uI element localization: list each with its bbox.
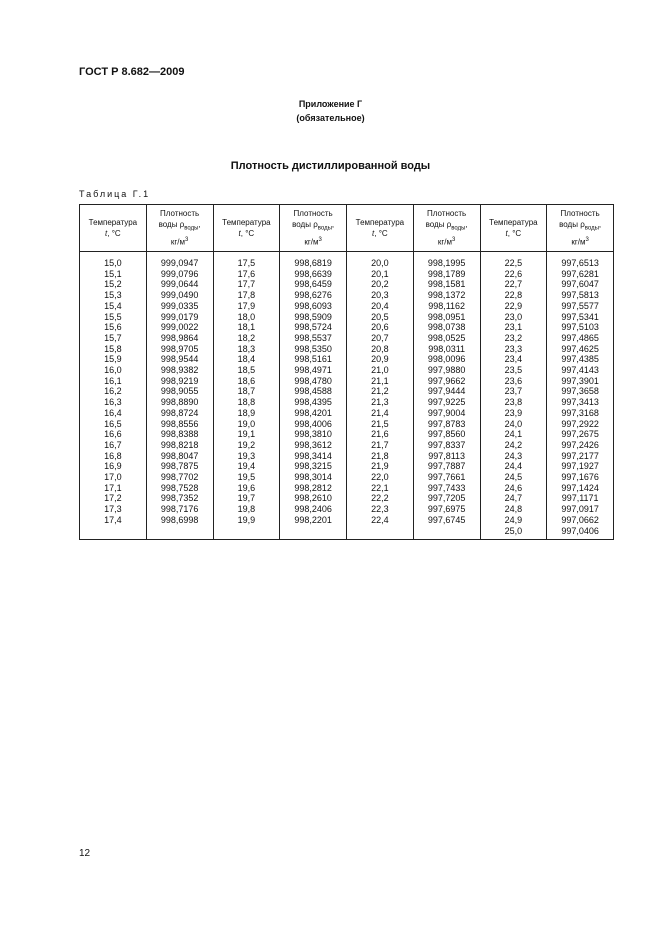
density-cell: 998,9382	[146, 365, 213, 376]
temperature-cell: 18,4	[213, 354, 280, 365]
density-cell: 997,2177	[547, 451, 614, 462]
density-water-label: воды	[425, 220, 445, 230]
temperature-symbol: t	[505, 229, 508, 238]
temperature-cell: 20,4	[347, 301, 414, 312]
density-unit-exponent: 3	[585, 236, 589, 243]
temperature-cell: 18,0	[213, 312, 280, 323]
density-cell: 998,7875	[146, 461, 213, 472]
density-unit-exponent: 3	[452, 236, 456, 243]
temperature-cell: 20,1	[347, 269, 414, 280]
temperature-cell: 21,7	[347, 440, 414, 451]
density-cell: 997,8560	[413, 429, 480, 440]
table-row	[80, 461, 614, 472]
density-cell: 999,0490	[146, 290, 213, 301]
temperature-cell: 18,2	[213, 333, 280, 344]
temperature-cell: 21,2	[347, 386, 414, 397]
temperature-cell: 18,5	[213, 365, 280, 376]
density-cell: 998,5537	[280, 333, 347, 344]
density-cell: 997,5813	[547, 290, 614, 301]
temperature-cell: 20,7	[347, 333, 414, 344]
annex-status: (обязательное)	[296, 113, 365, 123]
temperature-symbol: t	[238, 229, 241, 238]
temperature-cell: 17,7	[213, 279, 280, 290]
density-cell	[413, 526, 480, 540]
density-cell: 997,0406	[547, 526, 614, 540]
density-cell: 998,8047	[146, 451, 213, 462]
temperature-cell: 24,0	[480, 419, 547, 430]
density-cell: 998,8388	[146, 429, 213, 440]
temperature-cell: 23,6	[480, 376, 547, 387]
density-label: Плотность	[427, 209, 467, 219]
temperature-header	[213, 205, 280, 252]
table-row	[80, 354, 614, 365]
density-cell: 997,6513	[547, 252, 614, 269]
temperature-cell: 21,4	[347, 408, 414, 419]
temperature-cell: 16,3	[80, 397, 147, 408]
density-unit: кг/м	[571, 237, 586, 247]
temperature-symbol: t	[105, 229, 108, 238]
temperature-cell: 22,0	[347, 472, 414, 483]
temperature-cell: 16,6	[80, 429, 147, 440]
page-number: 12	[79, 848, 91, 859]
density-unit: кг/м	[170, 237, 186, 247]
density-unit-exponent: 3	[185, 236, 189, 243]
density-cell: 998,5909	[280, 312, 347, 323]
density-header: Плотность воды $\rho_{воды}$, $кг/м^3$	[413, 205, 480, 252]
temperature-unit: , °C	[507, 229, 522, 238]
density-cell: 997,0917	[547, 504, 614, 515]
temperature-cell: 24,7	[480, 493, 547, 504]
temperature-cell: 20,8	[347, 344, 414, 355]
density-cell: 997,8337	[413, 440, 480, 451]
temperature-cell: 24,9	[480, 515, 547, 526]
density-cell: 998,6093	[280, 301, 347, 312]
temperature-cell: 15,3	[80, 290, 147, 301]
density-cell: 998,1789	[413, 269, 480, 280]
temperature-cell: 18,3	[213, 344, 280, 355]
table-row	[80, 376, 614, 387]
temperature-cell: 22,1	[347, 483, 414, 494]
density-cell: 998,6459	[280, 279, 347, 290]
density-cell: 997,9225	[413, 397, 480, 408]
density-cell: 997,7887	[413, 461, 480, 472]
temperature-cell: 23,5	[480, 365, 547, 376]
density-cell: 998,3414	[280, 451, 347, 462]
density-cell: 997,8113	[413, 451, 480, 462]
table-row	[80, 322, 614, 333]
temperature-cell: 24,1	[480, 429, 547, 440]
table-row	[80, 279, 614, 290]
density-cell: 997,3168	[547, 408, 614, 419]
temperature-cell: 19,6	[213, 483, 280, 494]
density-cell: 998,3810	[280, 429, 347, 440]
temperature-cell: 20,6	[347, 322, 414, 333]
density-cell: 999,0796	[146, 269, 213, 280]
temperature-cell	[213, 526, 280, 540]
table-row	[80, 333, 614, 344]
density-cell: 997,8783	[413, 419, 480, 430]
density-cell: 997,0662	[547, 515, 614, 526]
temperature-cell: 15,4	[80, 301, 147, 312]
temperature-cell: 16,5	[80, 419, 147, 430]
density-cell: 998,1162	[413, 301, 480, 312]
density-cell: 997,6745	[413, 515, 480, 526]
density-cell: 998,4006	[280, 419, 347, 430]
temperature-cell: 23,2	[480, 333, 547, 344]
density-cell: 997,5577	[547, 301, 614, 312]
temperature-cell: 17,5	[213, 252, 280, 269]
table-row	[80, 252, 614, 269]
density-cell: 997,1171	[547, 493, 614, 504]
temperature-cell: 21,5	[347, 419, 414, 430]
density-cell: 997,4865	[547, 333, 614, 344]
temperature-cell: 21,9	[347, 461, 414, 472]
temperature-cell: 21,6	[347, 429, 414, 440]
density-cell: 999,0179	[146, 312, 213, 323]
temperature-label: Температура	[489, 218, 538, 227]
density-cell: 999,0644	[146, 279, 213, 290]
table-row	[80, 504, 614, 515]
temperature-cell: 23,3	[480, 344, 547, 355]
temperature-header	[80, 205, 147, 252]
density-cell: 997,6047	[547, 279, 614, 290]
table-row	[80, 440, 614, 451]
density-cell: 997,1424	[547, 483, 614, 494]
density-cell: 998,7702	[146, 472, 213, 483]
density-cell: 999,0947	[146, 252, 213, 269]
table-label: Таблица Г.1	[79, 189, 151, 199]
density-cell: 998,6276	[280, 290, 347, 301]
density-cell: 998,8556	[146, 419, 213, 430]
density-cell: 997,5341	[547, 312, 614, 323]
density-cell: 998,4971	[280, 365, 347, 376]
temperature-cell: 16,8	[80, 451, 147, 462]
table-row	[80, 429, 614, 440]
temperature-cell: 23,7	[480, 386, 547, 397]
density-cell: 997,9662	[413, 376, 480, 387]
temperature-cell: 25,0	[480, 526, 547, 540]
temperature-cell: 21,1	[347, 376, 414, 387]
density-symbol: ρ	[313, 220, 318, 230]
temperature-cell: 18,1	[213, 322, 280, 333]
table-row	[80, 526, 614, 540]
temperature-header	[347, 205, 414, 252]
temperature-cell: 22,8	[480, 290, 547, 301]
density-cell: 998,7352	[146, 493, 213, 504]
temperature-cell: 17,8	[213, 290, 280, 301]
density-water-label: воды	[158, 220, 178, 230]
density-cell: 997,9004	[413, 408, 480, 419]
temperature-cell: 24,3	[480, 451, 547, 462]
density-label: Плотность	[293, 209, 333, 219]
temperature-cell: 17,2	[80, 493, 147, 504]
temperature-cell: 17,6	[213, 269, 280, 280]
temperature-unit: , °C	[374, 229, 388, 238]
density-cell: 998,7176	[146, 504, 213, 515]
temperature-header	[480, 205, 547, 252]
density-subscript: воды	[317, 225, 332, 232]
table-row	[80, 344, 614, 355]
density-symbol: ρ	[580, 220, 585, 230]
density-cell: 997,4625	[547, 344, 614, 355]
density-cell: 997,1676	[547, 472, 614, 483]
density-cell: 997,9444	[413, 386, 480, 397]
density-cell: 997,2922	[547, 419, 614, 430]
density-cell: 997,6975	[413, 504, 480, 515]
table-row	[80, 386, 614, 397]
density-symbol: ρ	[446, 220, 452, 230]
table-row	[80, 269, 614, 280]
temperature-cell: 24,5	[480, 472, 547, 483]
temperature-cell: 19,5	[213, 472, 280, 483]
density-water-label: воды	[559, 220, 578, 230]
temperature-cell: 16,1	[80, 376, 147, 387]
density-cell: 997,7433	[413, 483, 480, 494]
temperature-cell: 20,9	[347, 354, 414, 365]
temperature-cell: 23,8	[480, 397, 547, 408]
temperature-label: Температура	[88, 218, 138, 227]
density-cell: 998,6819	[280, 252, 347, 269]
density-cell: 998,9055	[146, 386, 213, 397]
table-row	[80, 290, 614, 301]
density-cell: 997,2426	[547, 440, 614, 451]
temperature-cell: 24,6	[480, 483, 547, 494]
density-cell: 998,2812	[280, 483, 347, 494]
temperature-cell: 16,0	[80, 365, 147, 376]
density-subscript: воды	[584, 225, 599, 232]
density-table	[79, 204, 614, 540]
density-cell: 998,3014	[280, 472, 347, 483]
temperature-cell: 17,4	[80, 515, 147, 526]
temperature-cell: 15,9	[80, 354, 147, 365]
document-code: ГОСТ Р 8.682—2009	[79, 66, 185, 78]
density-cell: 997,3658	[547, 386, 614, 397]
table-body	[80, 252, 614, 540]
density-subscript: воды	[451, 225, 466, 232]
density-cell: 997,7205	[413, 493, 480, 504]
temperature-cell: 17,3	[80, 504, 147, 515]
density-cell: 997,4143	[547, 365, 614, 376]
density-cell: 998,7528	[146, 483, 213, 494]
density-cell: 998,5161	[280, 354, 347, 365]
temperature-cell: 22,7	[480, 279, 547, 290]
density-cell: 998,0738	[413, 322, 480, 333]
density-cell: 998,6998	[146, 515, 213, 526]
table-row	[80, 493, 614, 504]
temperature-cell: 24,8	[480, 504, 547, 515]
density-subscript: воды	[184, 225, 199, 232]
table-row	[80, 472, 614, 483]
density-cell: 998,3612	[280, 440, 347, 451]
density-cell: 997,1927	[547, 461, 614, 472]
table-row	[80, 365, 614, 376]
density-cell	[280, 526, 347, 540]
temperature-cell: 16,7	[80, 440, 147, 451]
density-cell: 998,1372	[413, 290, 480, 301]
density-cell: 999,0022	[146, 322, 213, 333]
table-row	[80, 419, 614, 430]
temperature-cell: 19,8	[213, 504, 280, 515]
density-cell: 998,2406	[280, 504, 347, 515]
temperature-cell: 17,9	[213, 301, 280, 312]
density-cell: 998,0096	[413, 354, 480, 365]
density-header: Плотность воды $\rho_{воды}$, $кг/м^3$	[280, 205, 347, 252]
temperature-cell: 17,1	[80, 483, 147, 494]
temperature-cell: 15,6	[80, 322, 147, 333]
temperature-cell: 19,1	[213, 429, 280, 440]
density-cell: 998,0525	[413, 333, 480, 344]
temperature-cell: 16,4	[80, 408, 147, 419]
density-cell: 998,5724	[280, 322, 347, 333]
temperature-cell: 19,9	[213, 515, 280, 526]
temperature-cell: 15,0	[80, 252, 147, 269]
temperature-cell: 21,0	[347, 365, 414, 376]
table-row	[80, 515, 614, 526]
density-cell: 997,9880	[413, 365, 480, 376]
density-cell: 998,3215	[280, 461, 347, 472]
temperature-cell: 20,5	[347, 312, 414, 323]
table-row	[80, 301, 614, 312]
density-cell: 998,6639	[280, 269, 347, 280]
temperature-cell: 18,7	[213, 386, 280, 397]
density-cell: 998,5350	[280, 344, 347, 355]
temperature-cell: 23,1	[480, 322, 547, 333]
temperature-cell: 20,2	[347, 279, 414, 290]
density-cell: 998,0311	[413, 344, 480, 355]
density-cell: 998,1581	[413, 279, 480, 290]
temperature-cell: 16,9	[80, 461, 147, 472]
temperature-cell: 15,2	[80, 279, 147, 290]
temperature-cell: 22,4	[347, 515, 414, 526]
table-row	[80, 451, 614, 462]
density-header: Плотность воды $\rho_{воды}$, $кг/м^3$	[146, 205, 213, 252]
temperature-cell	[347, 526, 414, 540]
density-cell: 998,9705	[146, 344, 213, 355]
section-title: Плотность дистиллированной воды	[230, 160, 431, 172]
temperature-symbol: t	[372, 229, 375, 238]
density-cell: 999,0335	[146, 301, 213, 312]
density-cell: 998,9219	[146, 376, 213, 387]
temperature-cell: 23,0	[480, 312, 547, 323]
temperature-cell: 24,2	[480, 440, 547, 451]
density-unit-exponent: 3	[318, 236, 322, 243]
density-cell: 997,5103	[547, 322, 614, 333]
temperature-cell: 20,0	[347, 252, 414, 269]
density-cell: 998,8890	[146, 397, 213, 408]
density-cell: 998,0951	[413, 312, 480, 323]
density-cell: 998,4780	[280, 376, 347, 387]
temperature-cell: 22,5	[480, 252, 547, 269]
density-cell: 998,8218	[146, 440, 213, 451]
temperature-cell: 19,2	[213, 440, 280, 451]
density-cell: 997,4385	[547, 354, 614, 365]
density-cell: 997,6281	[547, 269, 614, 280]
temperature-cell: 23,9	[480, 408, 547, 419]
table-row	[80, 397, 614, 408]
temperature-cell: 22,6	[480, 269, 547, 280]
temperature-cell: 15,5	[80, 312, 147, 323]
density-symbol: ρ	[179, 220, 185, 230]
density-cell: 997,3901	[547, 376, 614, 387]
temperature-cell: 23,4	[480, 354, 547, 365]
temperature-cell: 24,4	[480, 461, 547, 472]
temperature-cell: 15,8	[80, 344, 147, 355]
temperature-cell: 19,0	[213, 419, 280, 430]
temperature-cell: 19,4	[213, 461, 280, 472]
temperature-cell: 19,7	[213, 493, 280, 504]
density-cell: 998,4395	[280, 397, 347, 408]
temperature-cell: 15,7	[80, 333, 147, 344]
temperature-cell	[80, 526, 147, 540]
temperature-cell: 18,6	[213, 376, 280, 387]
density-unit: кг/м	[304, 237, 319, 247]
density-cell: 997,2675	[547, 429, 614, 440]
density-cell: 998,2610	[280, 493, 347, 504]
density-cell: 998,4201	[280, 408, 347, 419]
density-cell: 997,3413	[547, 397, 614, 408]
density-cell: 998,4588	[280, 386, 347, 397]
temperature-cell: 22,9	[480, 301, 547, 312]
table-header-row	[80, 205, 614, 252]
temperature-cell: 17,0	[80, 472, 147, 483]
density-cell: 998,9864	[146, 333, 213, 344]
density-cell	[146, 526, 213, 540]
temperature-cell: 19,3	[213, 451, 280, 462]
temperature-cell: 21,8	[347, 451, 414, 462]
table-row	[80, 408, 614, 419]
density-header: Плотность воды $\rho_{воды}$, $кг/м^3$	[547, 205, 614, 252]
temperature-cell: 16,2	[80, 386, 147, 397]
temperature-unit: , °C	[107, 229, 121, 238]
temperature-cell: 18,9	[213, 408, 280, 419]
density-unit: кг/м	[437, 237, 453, 247]
density-cell: 998,8724	[146, 408, 213, 419]
density-water-label: воды	[292, 220, 311, 230]
annex-heading	[0, 97, 661, 125]
density-cell: 998,1995	[413, 252, 480, 269]
density-cell: 998,9544	[146, 354, 213, 365]
temperature-label: Температура	[355, 218, 405, 227]
table-row	[80, 483, 614, 494]
temperature-label: Температура	[222, 218, 271, 227]
density-cell: 998,2201	[280, 515, 347, 526]
temperature-cell: 15,1	[80, 269, 147, 280]
density-cell: 997,7661	[413, 472, 480, 483]
density-label: Плотность	[160, 209, 200, 219]
table-row	[80, 312, 614, 323]
temperature-cell: 21,3	[347, 397, 414, 408]
temperature-cell: 22,3	[347, 504, 414, 515]
annex-title: Приложение Г	[298, 99, 363, 109]
temperature-unit: , °C	[240, 229, 255, 238]
temperature-cell: 20,3	[347, 290, 414, 301]
temperature-cell: 18,8	[213, 397, 280, 408]
temperature-cell: 22,2	[347, 493, 414, 504]
density-label: Плотность	[560, 209, 600, 219]
